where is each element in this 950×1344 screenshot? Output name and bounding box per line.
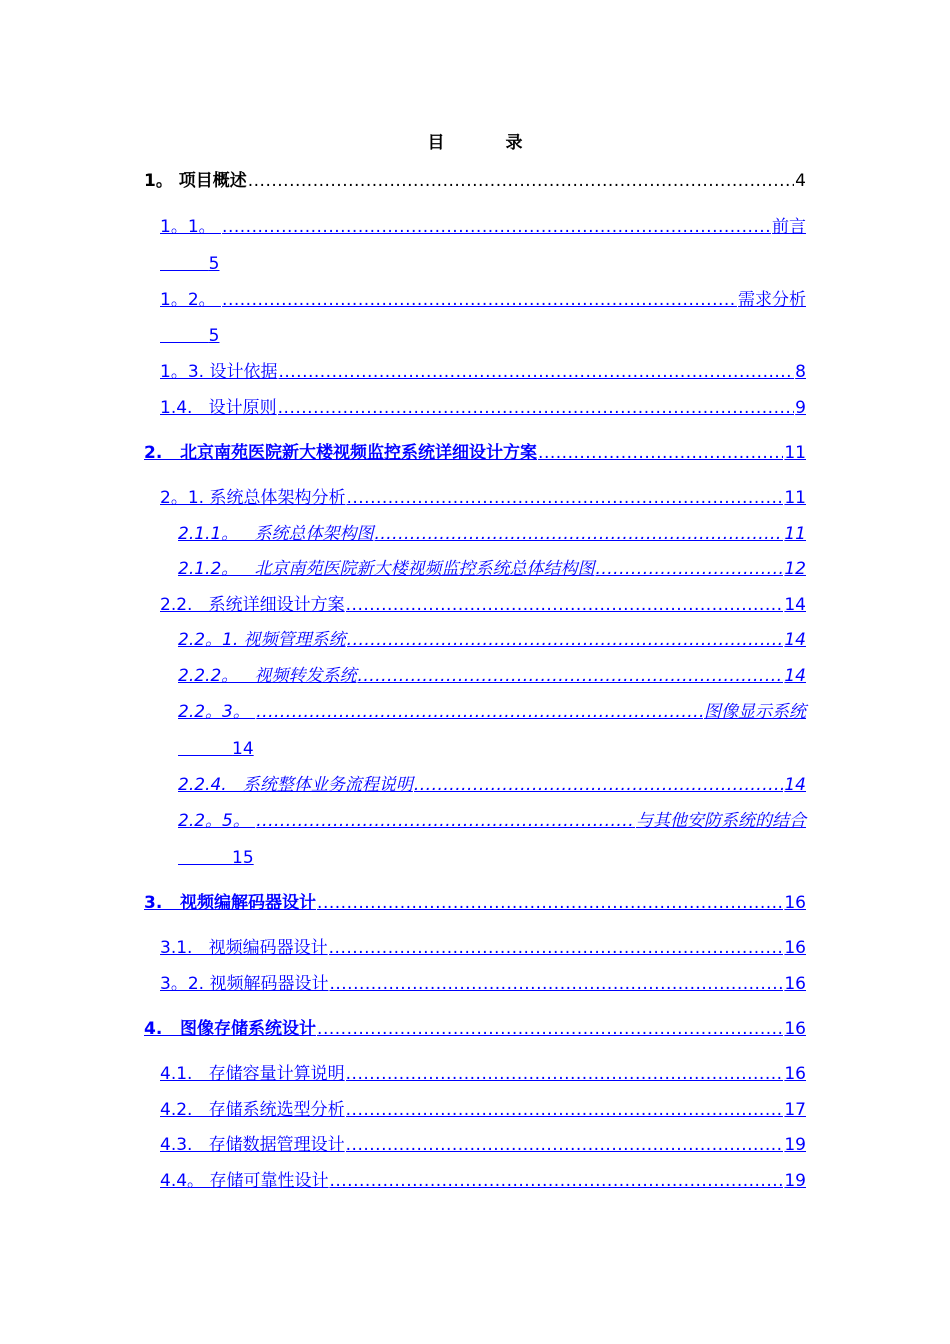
- toc-entry-page: 14: [232, 739, 254, 759]
- toc-entry-1-1[interactable]: [160, 216, 806, 238]
- toc-entry-2-2-5-page-line[interactable]: [178, 847, 254, 869]
- toc-leader: [414, 774, 783, 796]
- toc-entry-3-1[interactable]: [160, 937, 806, 959]
- toc-entry-tail: 与其他安防系统的结合: [636, 811, 806, 831]
- toc-entry-4-1[interactable]: [160, 1063, 806, 1085]
- toc-entry-page: 14: [784, 630, 806, 650]
- toc-leader: [347, 629, 784, 651]
- toc-leader: [357, 665, 783, 687]
- toc-entry-2[interactable]: [144, 442, 806, 464]
- toc-title: 目 录: [427, 133, 545, 153]
- toc-entry-2-1-1[interactable]: [178, 523, 806, 545]
- toc-entry-1-2[interactable]: [160, 289, 806, 311]
- toc-leader: [346, 1099, 784, 1121]
- toc-entry-page: 19: [784, 1171, 806, 1191]
- toc-entry-1-1-page-line[interactable]: [160, 253, 219, 275]
- toc-leader: [346, 1134, 784, 1156]
- toc-entry-4[interactable]: [144, 1018, 806, 1040]
- toc-entry-1-2-page-line[interactable]: [160, 325, 219, 347]
- toc-leader: [222, 289, 737, 311]
- toc-entry-page: 16: [784, 893, 806, 913]
- toc-entry-page: 8: [795, 362, 806, 382]
- toc-leader: [346, 487, 783, 509]
- toc-entry-page: 17: [784, 1100, 806, 1120]
- toc-entry-page-indent: [178, 847, 232, 869]
- toc-leader: [595, 558, 783, 580]
- toc-entry-label: 3.1. 视频编码器设计: [160, 938, 328, 958]
- toc-entry-4-2[interactable]: [160, 1099, 806, 1121]
- toc-entry-4-4[interactable]: [160, 1170, 806, 1192]
- toc-entry-2-1[interactable]: [160, 487, 806, 509]
- toc-entry-2-2-4[interactable]: [178, 774, 806, 796]
- toc-entry-2-1-2[interactable]: [178, 558, 806, 580]
- toc-entry-label: 2.2.4. 系统整体业务流程说明: [178, 775, 413, 795]
- toc-leader: [329, 1170, 783, 1192]
- toc-entry-2-2-2[interactable]: [178, 665, 806, 687]
- toc-entry-label: 4.4。 存储可靠性设计: [160, 1171, 329, 1191]
- toc-leader: [248, 170, 794, 192]
- toc-leader: [317, 1018, 783, 1040]
- toc-entry-page: 11: [784, 488, 806, 508]
- toc-entry-label: 2.1.2。 北京南苑医院新大楼视频监控系统总体结构图: [178, 559, 595, 579]
- toc-entry-4-3[interactable]: [160, 1134, 806, 1156]
- toc-leader: [538, 442, 783, 464]
- toc-entry-1-4[interactable]: [160, 397, 806, 419]
- toc-entry-label: 1。2。: [160, 290, 222, 310]
- toc-entry-label: 1。3. 设计依据: [160, 362, 278, 382]
- toc-entry-label: 2.2。3。: [178, 702, 256, 722]
- toc-entry-page: 11: [784, 443, 806, 463]
- toc-entry-2-2-1[interactable]: [178, 629, 806, 651]
- toc-leader: [256, 810, 635, 832]
- toc-entry-label: 3. 视频编解码器设计: [144, 893, 317, 913]
- toc-entry-label: 2。1. 系统总体架构分析: [160, 488, 346, 508]
- toc-entry-label: 4.3. 存储数据管理设计: [160, 1135, 345, 1155]
- toc-entry-2-2-3[interactable]: [178, 701, 806, 723]
- toc-entry-page: 14: [784, 595, 806, 615]
- toc-leader: [329, 937, 784, 959]
- toc-entry-page: 9: [795, 398, 806, 418]
- toc-entry-page: 16: [784, 1064, 806, 1084]
- toc-entry-3[interactable]: [144, 892, 806, 914]
- toc-leader: [256, 701, 703, 723]
- toc-entry-1-3[interactable]: [160, 361, 806, 383]
- toc-leader: [346, 1063, 784, 1085]
- toc-leader: [329, 973, 783, 995]
- toc-leader: [346, 594, 784, 616]
- toc-leader: [317, 892, 783, 914]
- toc-entry-page: 19: [784, 1135, 806, 1155]
- toc-entry-2-2-3-page-line[interactable]: [178, 738, 254, 760]
- toc-entry-label: 4.1. 存储容量计算说明: [160, 1064, 345, 1084]
- toc-entry-label: 2. 北京南苑医院新大楼视频监控系统详细设计方案: [144, 443, 538, 463]
- toc-entry-page: 12: [784, 559, 806, 579]
- toc-entry-label: 1。1。: [160, 217, 222, 237]
- toc-leader: [374, 523, 783, 545]
- toc-entry-label: 2.1.1。 系统总体架构图: [178, 524, 374, 544]
- toc-entry-tail: 需求分析: [738, 290, 806, 310]
- toc-entry-page-indent: [160, 253, 209, 275]
- toc-entry-label: 4. 图像存储系统设计: [144, 1019, 317, 1039]
- toc-entry-2-2[interactable]: [160, 594, 806, 616]
- toc-entry-label: 4.2. 存储系统选型分析: [160, 1100, 345, 1120]
- toc-entry-page: 16: [784, 1019, 806, 1039]
- toc-leader: [278, 397, 795, 419]
- toc-entry-label: 2.2. 系统详细设计方案: [160, 595, 345, 615]
- toc-entry-tail: 前言: [772, 217, 806, 237]
- toc-entry-page: 11: [784, 524, 806, 544]
- toc-entry-page: 4: [795, 171, 806, 191]
- toc-entry-page: 5: [208, 254, 220, 274]
- toc-entry-label: 2.2。1. 视频管理系统: [178, 630, 346, 650]
- toc-entry-page-indent: [178, 738, 232, 760]
- toc-entry-label: 1.4. 设计原则: [160, 398, 277, 418]
- toc-entry-page: 16: [784, 938, 806, 958]
- toc-entry-label: 2.2。5。: [178, 811, 256, 831]
- toc-entry-label: 2.2.2。 视频转发系统: [178, 666, 357, 686]
- toc-entry-1[interactable]: [144, 170, 806, 192]
- toc-entry-page-indent: [160, 325, 209, 347]
- toc-leader: [222, 216, 771, 238]
- toc-entry-page: 14: [784, 666, 806, 686]
- toc-entry-page: 16: [784, 974, 806, 994]
- toc-entry-3-2[interactable]: [160, 973, 806, 995]
- toc-entry-page: 14: [784, 775, 806, 795]
- toc-entry-label: 1。 项目概述: [144, 171, 247, 191]
- toc-leader: [278, 361, 794, 383]
- toc-entry-page: 15: [232, 848, 254, 868]
- toc-entry-label: 3。2. 视频解码器设计: [160, 974, 329, 994]
- toc-entry-tail: 图像显示系统: [704, 702, 806, 722]
- toc-entry-2-2-5[interactable]: [178, 810, 806, 832]
- toc-entry-page: 5: [208, 326, 220, 346]
